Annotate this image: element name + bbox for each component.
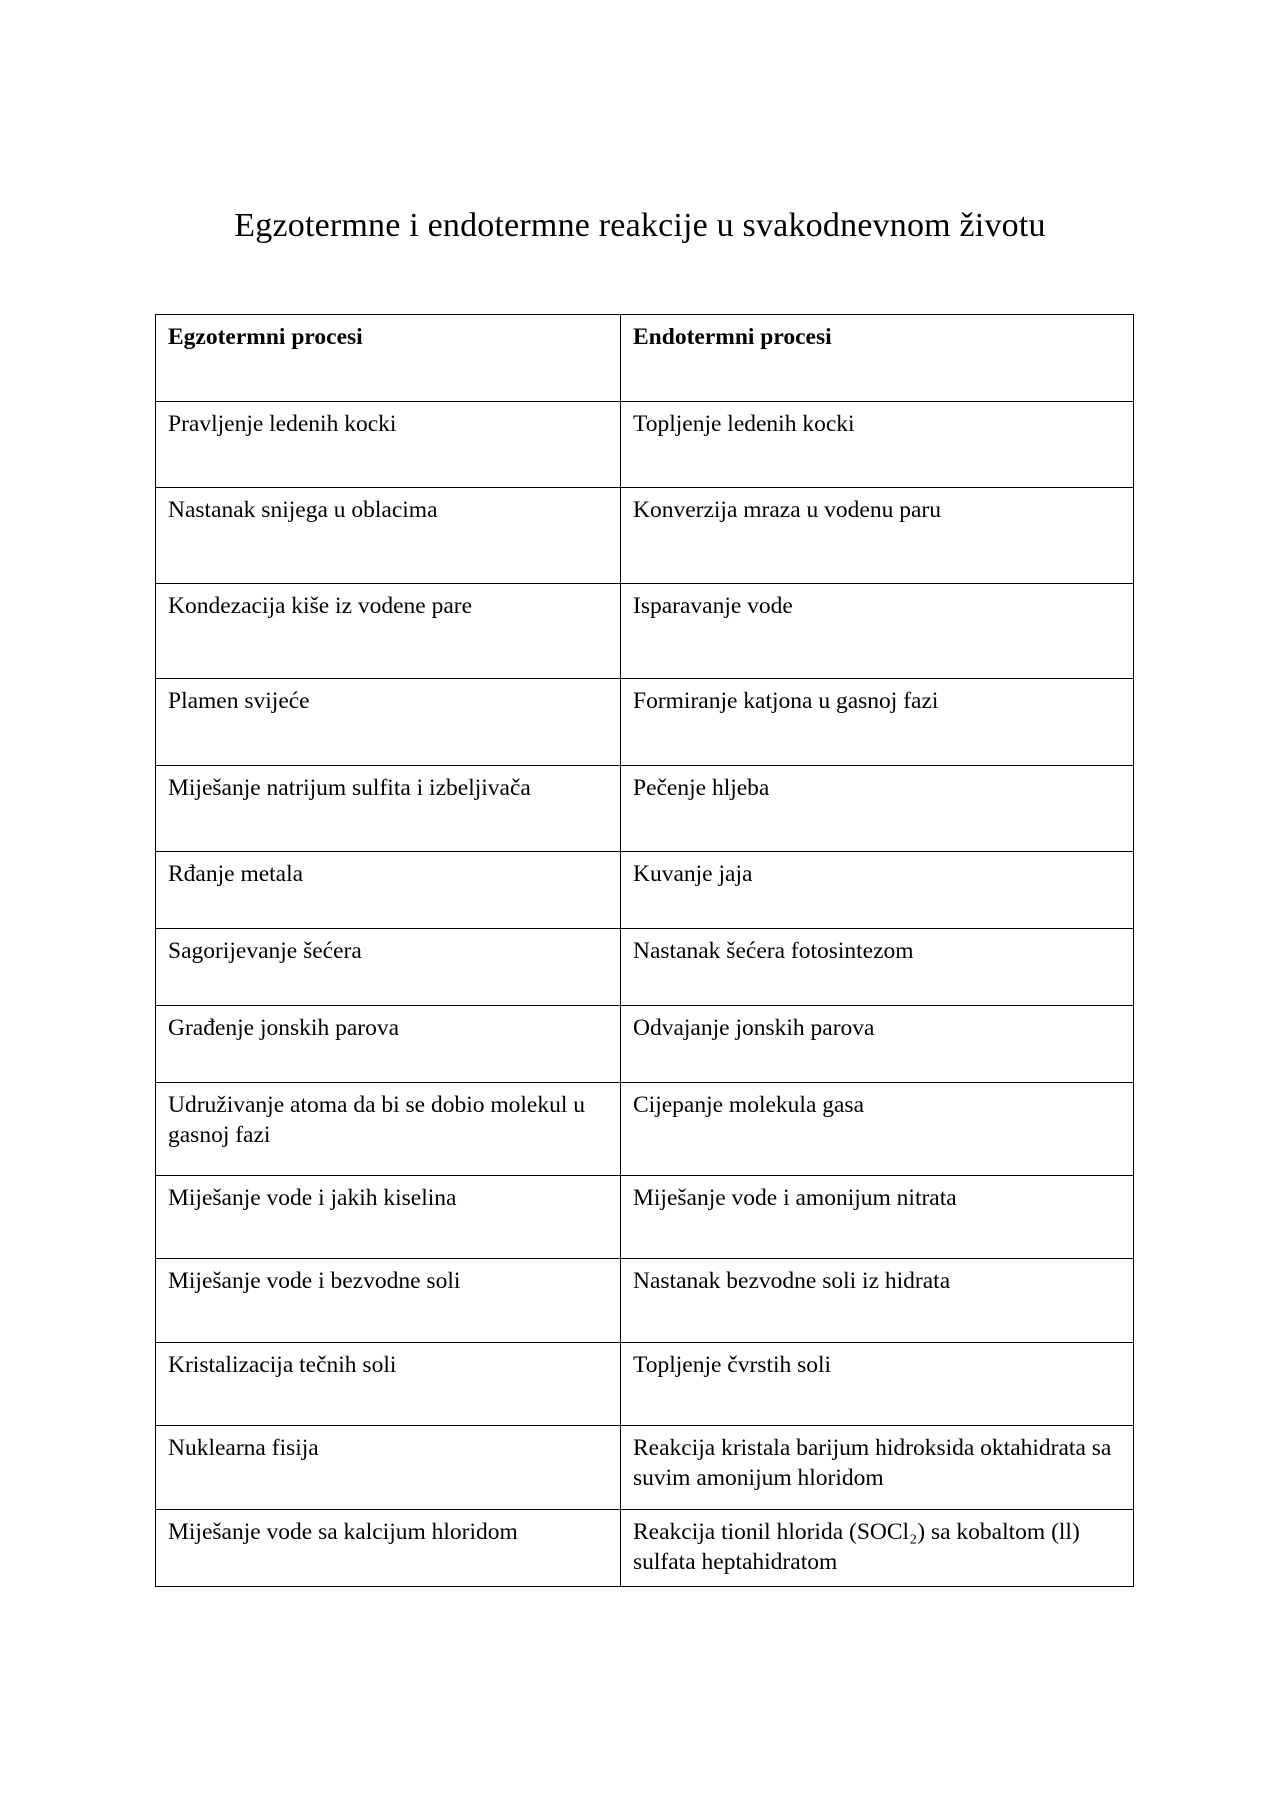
exothermic-cell: Nuklearna fisija: [156, 1426, 621, 1510]
exothermic-cell: Miješanje natrijum sulfita i izbeljivača: [156, 766, 621, 852]
exothermic-cell: Plamen svijeće: [156, 679, 621, 766]
table-row: [156, 929, 1134, 1006]
exothermic-cell: Sagorijevanje šećera: [156, 929, 621, 1006]
table-header-row: [156, 315, 1134, 402]
exothermic-cell: Udruživanje atoma da bi se dobio molekul u gasnoj fazi: [156, 1083, 621, 1176]
exothermic-cell: Kondezacija kiše iz vodene pare: [156, 584, 621, 679]
endothermic-cell: Cijepanje molekula gasa: [621, 1083, 1134, 1176]
page-title: Egzotermne i endotermne reakcije u svakodnevnom životu: [234, 207, 1046, 244]
exothermic-cell: Pravljenje ledenih kocki: [156, 402, 621, 488]
endothermic-cell: Kuvanje jaja: [621, 852, 1134, 929]
processes-table: [155, 314, 1134, 1587]
table-row: [156, 1006, 1134, 1083]
exothermic-cell: Miješanje vode sa kalcijum hloridom: [156, 1510, 621, 1587]
endothermic-cell: Topljenje ledenih kocki: [621, 402, 1134, 488]
table-row: [156, 679, 1134, 766]
endothermic-cell: Reakcija tionil hlorida (SOCl₂) sa kobaltom (ll) sulfata heptahidratom: [621, 1510, 1134, 1587]
header-endothermic: Endotermni procesi: [621, 315, 1134, 402]
table-row: [156, 402, 1134, 488]
table-row: [156, 488, 1134, 584]
table-row: [156, 1510, 1134, 1587]
endothermic-cell: Topljenje čvrstih soli: [621, 1343, 1134, 1426]
table-row: [156, 1176, 1134, 1259]
exothermic-cell: Kristalizacija tečnih soli: [156, 1343, 621, 1426]
exothermic-cell: Miješanje vode i bezvodne soli: [156, 1259, 621, 1343]
exothermic-cell: Građenje jonskih parova: [156, 1006, 621, 1083]
endothermic-cell: Odvajanje jonskih parova: [621, 1006, 1134, 1083]
exothermic-cell: Nastanak snijega u oblacima: [156, 488, 621, 584]
table-row: [156, 1343, 1134, 1426]
table-row: [156, 852, 1134, 929]
endothermic-cell: Konverzija mraza u vodenu paru: [621, 488, 1134, 584]
exothermic-cell: Rđanje metala: [156, 852, 621, 929]
table-row: [156, 766, 1134, 852]
table-row: [156, 1259, 1134, 1343]
table-row: [156, 584, 1134, 679]
endothermic-cell: Formiranje katjona u gasnoj fazi: [621, 679, 1134, 766]
header-exothermic: Egzotermni procesi: [156, 315, 621, 402]
endothermic-cell: Miješanje vode i amonijum nitrata: [621, 1176, 1134, 1259]
endothermic-cell: Reakcija kristala barijum hidroksida oktahidrata sa suvim amonijum hloridom: [621, 1426, 1134, 1510]
endothermic-cell: Isparavanje vode: [621, 584, 1134, 679]
table-row: [156, 1083, 1134, 1176]
endothermic-cell: Nastanak bezvodne soli iz hidrata: [621, 1259, 1134, 1343]
table-row: [156, 1426, 1134, 1510]
exothermic-cell: Miješanje vode i jakih kiselina: [156, 1176, 621, 1259]
endothermic-cell: Nastanak šećera fotosintezom: [621, 929, 1134, 1006]
endothermic-cell: Pečenje hljeba: [621, 766, 1134, 852]
